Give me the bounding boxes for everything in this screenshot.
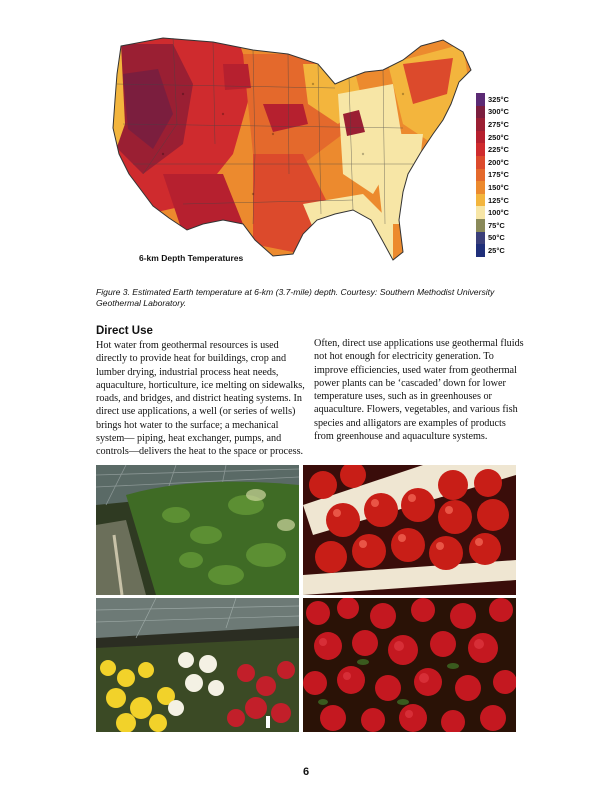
legend-swatch (476, 118, 485, 131)
legend-item (476, 143, 509, 156)
red-flowers-photo (303, 598, 516, 732)
legend-swatch (476, 106, 485, 119)
legend-item (476, 106, 509, 119)
legend-label: 50°C (488, 233, 505, 243)
legend-label: 175°C (488, 170, 509, 180)
legend-label: 75°C (488, 220, 505, 230)
legend-item (476, 244, 509, 257)
legend-swatch (476, 169, 485, 182)
depth-temperature-map (103, 24, 515, 276)
chrysanthemums-photo (96, 598, 299, 732)
right-column-text: Often, direct use applications use geothermal fluids not hot enough for electricity generation. To improve efficiencies, used water from geothermal power plants can be ‘cascaded’ down for lower temperature uses, such as in greenhouses or aquaculture. Flowers, vegetables, and various fish species and alligators are examples of products from greenhouse and aquaculture systems. (314, 338, 524, 443)
legend-label: 25°C (488, 245, 505, 255)
page-number: 6 (302, 766, 310, 778)
legend-item (476, 93, 509, 106)
legend-label: 150°C (488, 182, 509, 192)
legend-item (476, 131, 509, 144)
legend-swatch (476, 232, 485, 245)
legend-label: 125°C (488, 195, 509, 205)
legend-swatch (476, 194, 485, 207)
legend-label: 300°C (488, 107, 509, 117)
legend-swatch (476, 156, 485, 169)
legend-label: 325°C (488, 94, 509, 104)
legend-swatch (476, 93, 485, 106)
legend-swatch (476, 219, 485, 232)
left-column-text: Hot water from geothermal resources is used directly to provide heat for buildings, crop and lumber drying, industrial process heat needs, aquaculture, horticulture, ice melting on sidewalks, roads, and bridges, and district heating systems. In direct use applications, a well (or series of wells) brings hot water to the surface; a mechanical system— piping, heat exchanger, pumps, and controls—delivers the heat to the space or process. (96, 340, 305, 458)
legend-item (476, 181, 509, 194)
section-heading: Direct Use (96, 325, 153, 337)
figure-caption: Figure 3. Estimated Earth temperature at 6-km (3.7-mile) depth. Courtesy: Southern Methodist University Geothermal Laboratory. (96, 287, 495, 308)
temperature-legend (476, 93, 509, 257)
legend-item (476, 232, 509, 245)
legend-label: 250°C (488, 132, 509, 142)
legend-label: 200°C (488, 157, 509, 167)
legend-swatch (476, 206, 485, 219)
legend-item (476, 219, 509, 232)
legend-item (476, 156, 509, 169)
tomatoes-photo (303, 465, 516, 595)
legend-label: 225°C (488, 145, 509, 155)
legend-label: 100°C (488, 208, 509, 218)
legend-swatch (476, 244, 485, 257)
map-title: 6-km Depth Temperatures (139, 253, 244, 263)
legend-swatch (476, 143, 485, 156)
legend-swatch (476, 181, 485, 194)
legend-item (476, 194, 509, 207)
legend-item (476, 206, 509, 219)
legend-swatch (476, 131, 485, 144)
legend-label: 275°C (488, 119, 509, 129)
us-map-graphic (103, 24, 515, 276)
legend-item (476, 169, 509, 182)
greenhouse-plants-photo (96, 465, 299, 595)
legend-item (476, 118, 509, 131)
